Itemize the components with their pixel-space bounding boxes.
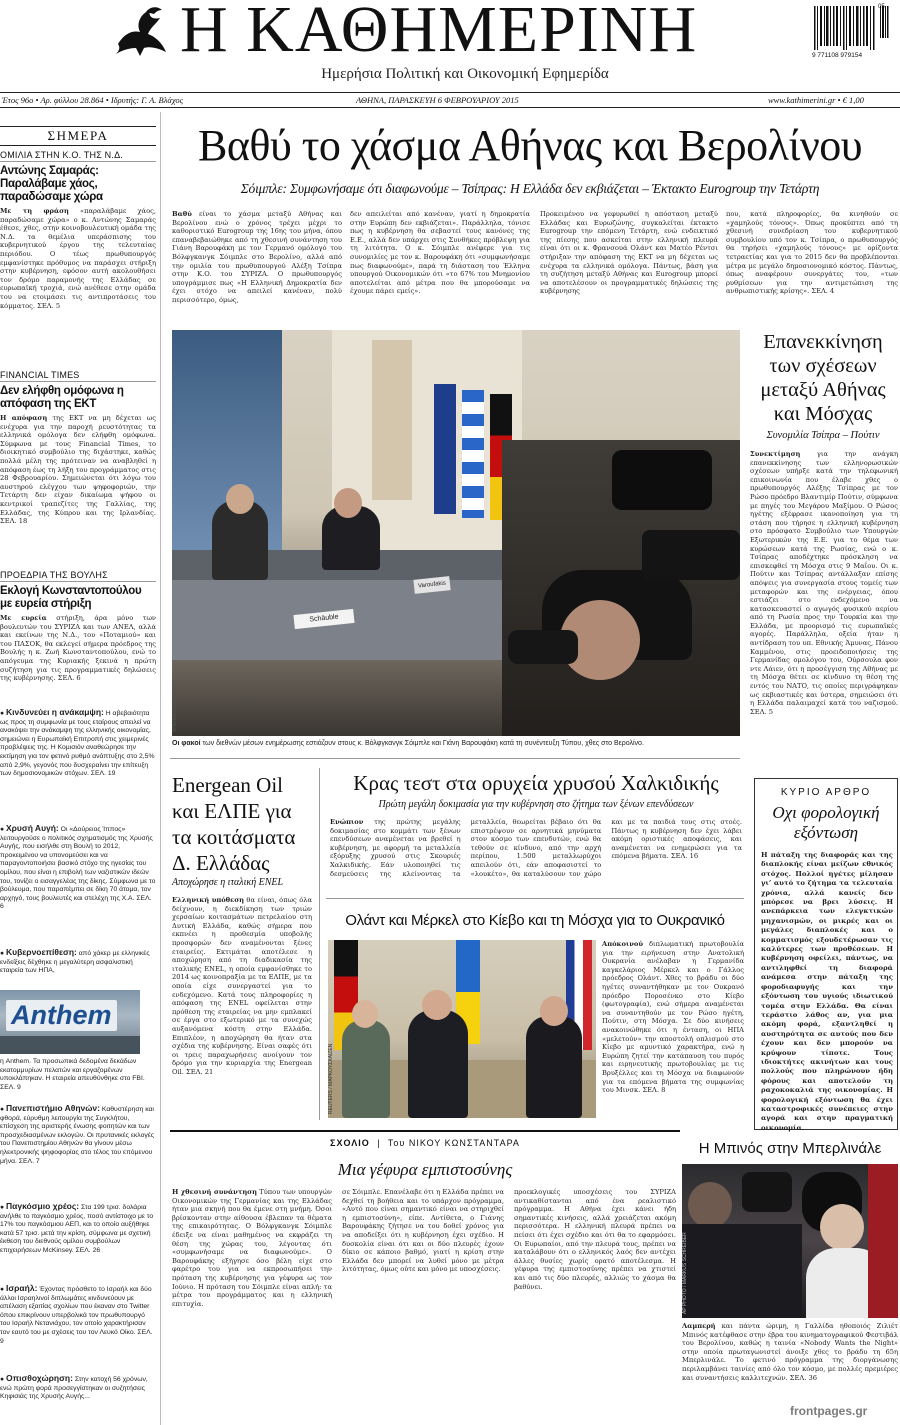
energean-body: Ελληνική υπόθεση θα είναι, όπως όλα δείχνουν, η διεκδίκηση των τριών χερσαίων κοιτασμάτων πετρελαίου στη Δυτική Ελλάδα, καθώς σήμερα που εκπνέει η προθεσμία υποβολής προσφορών δεν αναμένονται ξένες εταιρείες. Εκτιμάται αποτέλεσε η αποχώρηση από τη διαδικασία της ιταλικής ENEL, η οποία εμφανίσθηκε το 2014 ως κοινοπραξία με τα ΕΛΠΕ, με τα οποία είχε συνεργαστεί για το ενδεχόμενο. Κατά τους πληροφορίες η απόφαση της ENEL οφείλεται στην πρόθεση της εταιρείας να μην εμπλακεί σε έργα στο εξωτερικό με τα συνεχώς αυξανόμενα κόστη στην Ελλάδα. Επιπλέον, η αποχώρηση θα ήταν στα σχέδια της κυβέρνησης. Είναι σαφές ότι οι τρεις παραχωρήσεις ανοίγουν τον δρόμο για την κυριαρχία της Energean Oil. ΣΕΛ. 21 [172, 896, 312, 1076]
sidebar-story: Με ευρεία στήριξη, άρα μόνο των βουλευτών του ΣΥΡΙΖΑ και των ΑΝΕΛ, αλλά και εκείνων της Ν.Δ., του «Ποταμιού» και του ΠΑΣΟΚ, θα εκλεγεί σήμερα πρόεδρος της Βουλής η κ. Ζωή Κωνσταντοπούλου, ενώ το απόγευμα της Κυριακής ξεκινά η πρώτη συζήτηση για τις προγραμματικές δηλώσεις της κυβέρνησης. ΣΕΛ. 6 [0, 614, 156, 683]
anthem-sign: Anthem [6, 1000, 117, 1031]
masthead [0, 0, 900, 108]
photo-credit: AP PHOTO / MARKUS SCHREIBER [682, 1232, 688, 1314]
commentary-col3: προεκλογικές υποσχέσεις του ΣΥΡΙΖΑ αντικαθίστανται από ένα ρεαλιστικό πρόγραμμα. Η Αθήνα έχει κάνει ήδη σημαντικές κινήσεις, αλλά χρειάζεται ακόμη περισσότερα. Η ελληνική πλευρά πρέπει να πείσει ότι έχει σχέδιο και ότι θα το εφαρμόσει. Οι Ευρωπαίοι, από την πλευρά τους, πρέπει να καταλάβουν ότι ο ελληνικός λαός δεν αντέχει άλλες θυσίες χωρίς ορατό αποτέλεσμα. Η γέφυρα της εμπιστοσύνης πρέπει να χτιστεί και από τις δύο πλευρές, αλλιώς το χάσμα θα βαθύνει. [514, 1188, 676, 1291]
section-label: FINANCIAL TIMES [0, 370, 156, 382]
main-body-col3: Προκειμένου να γεφυρωθεί η απόσταση μεταξύ Ελλάδας και Ευρωζώνης, συγκαλείται έκτακτο Eurogroup την επόμενη Τετάρτη, ενώ ενδεικτικό της πίεσης που ασκείται στην ελληνική πλευρά είναι ότι οι κ. Φρανσουά Ολάντ και Ματέο Ρέντσι στήριξαν την απόφαση της ΕΚΤ να μη δέχεται ως ενέχυρα τα ελληνικά ομόλογα. Πάντως, βάση για τη συζήτηση μεταξύ Αθήνας και Eurogroup μπορεί να αποτελέσουν οι προγραμματικές δηλώσεις της κυβέρνησης [540, 210, 718, 296]
brief-item: ● Κυβερνοεπίθεση: από χάκερ με ελληνικές ενδείξεις δέχθηκε η μεγαλύτερη ασφαλιστική εταιρεία των ΗΠΑ, [0, 947, 150, 975]
brief-item: ● Οπισθοχώρηση: Στην κατοχή 56 χρόνων, ενώ πρώτη φορά προσεγγίστηκαν οι συζητήσεις Κηφισιάς της Χρυσής Αυγής... [0, 1373, 148, 1401]
name-tag-varoufakis: Varoufakis [413, 576, 450, 594]
editorial-body: Η πάταξη της διαφοράς και της διαπλοκής είναι μείζων εθνικός στόχος. Πολλοί ηγέτες μίλησαν γι’ αυτό το ζήτημα τα τελευταία χρόνια, αλλά κανείς δεν μπόρεσε να βρει λύσεις. Η ανεπάρκεια των ελεγκτικών μηχανισμών, οι μικρές και οι μεγάλες διαπλοκές και ο κομματισμός εξουδετέρωσαν τις καλύτερες των προθέσεων. Η κυβέρνηση οφείλει, πάντως, να αντιληφθεί τη διαφορά ανάμεσα στην πάταξη της φοροδιαφυγής και την εξόντωση του υγιούς ιδιωτικού τομέα στην Ελλάδα. Θα είναι τεράστιο λάθος αν, για μια ακόμη φορά, εξαντληθεί η αυστηρότητα σε αυτούς που δεν έχουν και δεν μπορούν να κρύψουν τίποτε. Τους ιδιοκτήτες ακινήτων και τους πολλούς που πληρώνουν ήδη φόρους και αποτελούν τη ραχοκοκαλιά της οικονομίας. Η φορολογική εξόντωση θα έχει καταστροφικές συνέπειες στην αγορά και στην πραγματική οικονομία. [761, 851, 893, 1132]
main-photo [172, 330, 740, 736]
ukraine-photo [328, 940, 596, 1118]
section-label: ΠΡΟΕΔΡΙΑ ΤΗΣ ΒΟΥΛΗΣ [0, 570, 156, 582]
berlinale-body: Λαμπερή και πάντα ώριμη, η Γαλλίδα ηθοποιός Ζιλιέτ Μπινός κατέφθασε στην έβρα του κινηματογραφικού Φεστιβάλ του Βερολίνου, καθώς η ταινία «Nobody Wants the Night» στην οποία πρωταγωνιστεί άνοιξε χθες το βράδυ τη 65η Μπερλινάλε. Το φετινό πρόγραμμα της διοργάνωσης περιλαμβάνει ταινίες από όλο τον κόσμο, με πολλές πρεμιέρες και συναντήσεις καλλιτεχνών. ΣΕΛ. 36 [682, 1322, 898, 1382]
site-and-price: www.kathimerini.gr • € 1,00 [768, 95, 864, 105]
sidebar-headline[interactable]: Εκλογή Κωνσταντοπούλου με ευρεία στήριξη [0, 585, 142, 610]
brief-item: ● Κινδυνεύει η ανάκαμψη: Η αβεβαιότητα ως προς τη συμφωνία με τους εταίρους απειλεί να ανακόψει την ανάκαμψη της ελληνικής οικονομίας, σημειώνει η Ευρωπαϊκή Επιτροπή στις χειμερινές προβλέψεις της. Η Κομισιόν αναθεώρησε την εκτίμηση για τον φετινό ρυθμό ανάπτυξης στο 2,5% από 2,9%, γεγονός που δυσχεραίνει την επίτευξη των δημοσιονομικών στόχων. ΣΕΛ. 19 [0, 707, 155, 778]
russia-deck: Συνομιλία Τσίπρα – Πούτιν [766, 430, 880, 441]
commentary-byline: ΣΧΟΛΙΟ | Του ΝΙΚΟΥ ΚΩΝΣΤΑΝΤΑΡΑ [330, 1138, 520, 1148]
barcode [812, 6, 890, 64]
commentary-col2: σε Σόιμπλε. Επανέλαβε ότι η Ελλάδα πρέπει να δεχθεί τη βοήθεια και το υπάρχον πρόγραμμα, «Αυτό που είναι σημαντικό είναι να στηριχθεί η εμπιστοσύνη», είπε. Αντίθετα, ο Γιάνης Βαρουφάκης ζήτησε να του δοθεί χρόνος για να αποδείξει ότι η κυβέρνηση έχει σχέδιο. Η δυσκολία είναι ότι και οι δύο πλευρές έχουν δίκιο σε κάποιο βαθμό, γιατί η κρίση στην Ελλάδα δεν μπορεί να λυθεί μόνο με μέτρα λιτότητας, όμως ούτε και μόνο με υποσχέσεις. [342, 1188, 504, 1274]
commentary-author: Του ΝΙΚΟΥ ΚΩΝΣΤΑΝΤΑΡΑ [387, 1138, 520, 1148]
berlinale-photo [682, 1164, 898, 1318]
russia-headline[interactable]: Επανεκκίνηση των σχέσεων μεταξύ Αθήνας και Μόσχας [760, 331, 886, 425]
name-tag-schauble: Schäuble [293, 609, 354, 629]
editorial-label: ΚΥΡΙΟ ΑΡΘΡΟ [780, 787, 872, 798]
brief-item: ● Παγκόσμιο χρέος: Στα 199 τρισ. δολάρια ανήλθε το παγκόσμιο χρέος, ποσό αντίστοιχο με το 17% του παγκόσμιου ΑΕΠ, και το οποίο αυξήθηκε κατά 57 τρισ. μετά την κρίση, σύμφωνα με σχετική έκθεση του διεθνούς ομίλου συμβούλων επιχειρήσεων McKinsey. ΣΕΛ. 26 [0, 1201, 154, 1254]
sidebar-story: Με τη φράση «παραλάβαμε χάος, παραδώσαμε χώρα» ο κ. Αντώνης Σαμαράς έθεσε, χθες, στην κοινοβουλευτική ομάδα της Ν.Δ. τα θεμέλια υπεράσπισης του κυβερνητικού έργου της τελευταίας περιόδου. Ο τέως πρωθυπουργός εμφανίστηκε πρόθυμος να παράσχει στήριξη στην κυβέρνηση, εφόσον αυτή ακολουθήσει τον δρόμο παραμονής της Ελλάδας σε ευρωπαϊκή τροχιά, ενώ ανέθεσε στην ομάδα του να ετοιμάσει τις αντιπροτάσεις του κόμματος. ΣΕΛ. 5 [0, 207, 156, 310]
today-label: ΣΗΜΕΡΑ [0, 126, 156, 146]
russia-body: Συνεκτίμηση για την ανάγκη επανεκκίνησης των ελληνορωσικών σχέσεων υπήρξε κατά την τηλεφωνική επικοινωνία που έλαβε χθες ο πρωθυπουργός Αλέξης Τσίπρας με τον Ρώσο πρόεδρο Βλαντιμίρ Πούτιν, σύμφωνα με πηγές του Μεγάρου Μαξίμου. Ο Ρώσος ηγέτης εξέφρασε ικανοποίηση για τη στάση που τήρησε η ελληνική κυβέρνηση στο πρόσφατο Συμβούλιο των Υπουργών Εξωτερικών της Ε.Ε. για το θέμα των κυρώσεων κατά της Ρωσίας, ενώ ο κ. Τσίπρας αποδέχτηκε πρόσκληση να επισκεφθεί τη Μόσχα στις 9 Μαΐου. Οι κ. Πούτιν και Τσίπρας αντάλλαξαν επίσης απόψεις για συνεργασία στους τομείς των μεταφορών και της ενέργειας, όπου εστιάζει στο ενδεχόμενο να κατασκευαστεί ο αγωγός φυσικού αερίου από τη Ρωσία προς την Τουρκία και την Ελλάδα, με προορισμό τις ευρωπαϊκές αγορές. Παράλληλα, οξεία ήταν η αντίδραση του υπ. Εθνικής Άμυνας, Πάνου Καμμένου, στις προειδοποιήσεις της Γερμανίδας ομολόγου του, Ούρσουλα φον ντε Λάιεν, ότι η προσέγγιση της Αθήνας με τη Μόσχα θέτει σε κίνδυνο τη θέση της εντός του ΝΑΤΟ, τις οποίες περιγράφηκαν ως εκβιαστικές και ύστερα, σημειώσει ότι η Ελλάδα παλαιμαχεί κατά του ναζισμού. ΣΕΛ. 5 [750, 450, 898, 716]
main-deck: Σόιμπλε: Συμφωνήσαμε ότι διαφωνούμε – Τσίπρας: Η Ελλάδα δεν εκβιάζεται – Έκτακτο Eurogroup την Τετάρτη [240, 181, 820, 196]
commentary-label: ΣΧΟΛΙΟ [330, 1138, 370, 1148]
newspaper-subtitle: Ημερήσια Πολιτική και Οικονομική Εφημερίδα [321, 66, 609, 82]
logo-bird-icon [110, 4, 172, 60]
chalkidiki-body: Ενώπιον της πρώτης μεγάλης δοκιμασίας στο κομμάτι των ξένων επενδύσεων αναμένεται να βρεθεί η κυβέρνηση, με αφορμή τα μεταλλεία εξόρυξης χρυσού στις Σκουριές Χαλκιδικής. Εάν υλοποιηθεί τις δεσμεύσεις της κλείνοντας τα μεταλλεία, θεωρείται βέβαιο ότι θα επιστρέψουν σε αρνητικά μηνύματα στον κόσμο των επενδυτών, ενώ θα τεθούν σε κίνδυνο, από την αρχή περίπου, 1.500 μεταλλωρύχοι απειλούν ότι, εάν αποφασιστεί το «λουκέτο», θα καταλύσουν τον χώρο και με τα παιδιά τους στις στοές. Πάντως η κυβέρνηση δεν έχει λάβει ακόμη οριστικές αποφάσεις, και αναμένεται να ενημερώσει για τα επόμενα βήματα. ΣΕΛ. 16 [330, 818, 742, 878]
issue-info: Έτος 96ο • Αρ. φύλλου 28.864 • Ιδρυτής: Γ. Α. Βλάχος [2, 95, 184, 105]
energean-headline[interactable]: Energean Oil και ΕΛΠΕ για τα κοιτάσματα Δ. Ελλάδας [172, 773, 296, 875]
sidebar-headline[interactable]: Αντώνης Σαμαράς: Παραλάβαμε χάος, παραδώσαμε χώρα [0, 165, 103, 203]
editorial-headline[interactable]: Οχι φορολογική εξόντωση [772, 803, 880, 842]
main-body-col1: Βαθύ είναι το χάσμα μεταξύ Αθήνας και Βερολίνου ενώ ο χρόνος τρέχει μέχρι το καθοριστικό Eurogroup της 16ης του μήνα, όπου επαναβεβαιώθηκε από τη χθεσινή συνάντηση του Γιάνη Βαρουφάκη με τον Γερμανό ομόλογό του Βόλφγκανγκ Σόιμπλε στο Βερολίνο, αλλά από την ομιλία του πρωθυπουργού Αλέξη Τσίπρα στην Κ.Ο. του ΣΥΡΙΖΑ. Ο πρωθυπουργός υπογράμμισε πως «Η Ελληνική Δημοκρατία δεν έχει στόχο να απειλεί κανέναν, πολύ περισσότερο, όμως, [172, 210, 342, 304]
sidebar [0, 110, 156, 1425]
barcode-issue: 05 [878, 4, 885, 10]
main-photo-caption: Οι φακοί των διεθνών μέσων ενημέρωσης εστιάζουν στους κ. Βόλφγκανγκ Σόιμπλε και Γιάνη Βαρουφάκη κατά τη συνέντευξη Τύπου, χθες στο Βερολίνο. [172, 740, 644, 747]
brief-item-cont: η Anthem. Τα προσωπικά δεδομένα δεκάδων εκατομμυρίων πελατών και εργαζομένων υποκλάπηκαν. Η εταιρεία απευθύνθηκε στο FBI. ΣΕΛ. 9 [0, 1058, 145, 1091]
editorial-box [754, 778, 898, 1130]
chalkidiki-headline[interactable]: Κρας τεστ στα ορυχεία χρυσού Χαλκιδικής [353, 771, 719, 795]
ukraine-headline[interactable]: Ολάντ και Μέρκελ στο Κίεβο και τη Μόσχα για το Ουκρανικό [345, 912, 725, 929]
newspaper-title: Η ΚΑΘΗΜΕΡΙΝΗ [180, 0, 698, 66]
commentary-col1: Η χθεσινή συνάντηση Τύπου των υπουργών Οικονομικών της Γερμανίας και της Ελλάδας ήταν μια σκηνή που θα έμενε στη μνήμη. Όσοι βρίσκονταν στην αίθουσα έβλεπαν τα θέματα της επικαιρότητας. Ο Βόλφγκανγκ Σόιμπλε έδειξε να είναι μαθημένος να εκφράζει τη θέση της χώρας του, λέγοντας ότι «συμφωνήσαμε να διαφωνούμε». Ο Βαρουφάκης εξήγησε όσο βέλη είχε στο φαρέτρο του για να εκπροσωπήσει την πρόταση της κυβέρνησης για γέφυρα ως τον Ιούνιο. Η πρόταση του Σόιμπλε είναι απλή: τα μέτρα του προγράμματος και η ελληνική επιτυχία. [172, 1188, 332, 1308]
chalkidiki-deck: Πρώτη μεγάλη δοκιμασία για την κυβέρνηση στο ζήτημα των ξένων επενδύσεων [378, 799, 694, 810]
main-headline[interactable]: Βαθύ το χάσμα Αθήνας και Βερολίνου [197, 121, 863, 170]
energean-deck: Αποχώρησε η ιταλική ENEL [172, 877, 284, 888]
main-body-col4: που, κατά πληροφορίες, θα κινηθούν σε «χαμηλούς τόνους». Όπως προκύπτει από τη χθεσινή συνεδρίαση του κυβερνητικού συμβουλίου υπό τον κ. Τσίπρα, ο πρωθυπουργός θα τηρήσει «χαμηλούς τόνους» με ορίζοντα τετραετίας και για το 2015 δεν θα προβλέπονται μέτρα με μεγάλο δημοσιονομικό κόστος. Πάντως, όπως αναφέρουν συνεργάτες του, «των ρυθμίσεων για την αντιμετώπιση της ανθρωπιστικής κρίσης». ΣΕΛ. 4 [726, 210, 898, 296]
source-watermark: frontpages.gr [790, 1404, 868, 1418]
section-label: ΟΜΙΛΙΑ ΣΤΗΝ Κ.Ο. ΤΗΣ Ν.Δ. [0, 150, 156, 162]
brief-item: ● Πανεπιστήμιο Αθηνών: Καθυστέρηση και φθορά, εύρυθμη λειτουργία της Συγκλήτου, επίσχεση της αριστερής ένωσης φοιτητών και των προσχεδιασμένων εκλογών. Οι πρυτανικές εκλογές του Πανεπιστημίου Αθηνών θα γίνουν μέσω ηλεκτρονικής ψηφοφορίας στο τέλος του επόμενου μήνα. ΣΕΛ. 7 [0, 1103, 155, 1165]
berlinale-headline[interactable]: Η Μπινός στην Μπερλινάλε [698, 1140, 882, 1157]
brief-item: ● Χρυσή Αυγή: Οι «Δούρειος Ίππος» λειτουργούσε ο πολιτικός σχηματισμός της Χρυσής Αυγής, που εισήλθε στη Βουλή το 2012, προκειμένου να υπονομεύσει και να παραγοντοποιήσει βασικό στόχο της ηγεσίας του ομίλου, που είναι η επιβολή των ναζιστικών ιδεών του, τονίζει ο εισαγγελέας της δίκης. Σύμφωνα με το βούλευμα, που παραπέμπει σε δίκη 70 άτομα, τον αρχηγό, τους βουλευτές και στελέχη της Χ.Α. ΣΕΛ. 6 [0, 823, 156, 911]
photo-credit: ΑΠΕ/ΦΩΤΟ/ΟΡΕΣΤΗΣ [172, 680, 178, 732]
sidebar-story: Η απόφαση της ΕΚΤ να μη δέχεται ως ενέχυρα για την παροχή ρευστότητας τα ελληνικά ομόλογα δεν ελήφθη ομόφωνα. Σύμφωνα με τους Financial Times, το διοικητικό συμβούλιο της διχάστηκε, καθώς πολλά μέλη της πρότειναν να αναβληθεί η απόφαση έως τη λήξη του προγράμματος στις 28 Φεβρουαρίου. Σημειώνεται ότι λόγω του αυστηρού ελέγχου των ψηφοφοριών, την Τετάρτη δεν είχαν δικαίωμα ψήφου οι κεντρικοί τραπεζίτες της Γαλλίας, της Ελλάδας, της Κύπρου και της Ιρλανδίας. ΣΕΛ. 18 [0, 414, 156, 526]
barcode-number: 9 771108 979154 [812, 52, 863, 59]
main-body-col2: δεν απειλείται από κανέναν, γιατί η δημοκρατία στην Ευρώπη δεν εκβιάζεται». Παράλληλα, τόνισε πως η κυβέρνηση θα σεβαστεί τους κανόνες της Ε.Ε., αλλά δεν υπάρχει στις Συνθήκες πρόβλεψη για τη λιτότητα. Ο κ. Σόιμπλε ανέφερε για τις συνομιλίες με τον κ. Βαρουφάκη ότι «συμφωνήσαμε πως διαφωνούμε», παρά τη διάσταση του Έλληνα υπουργού Οικονομικών ότι «το 67% του Μνημονίου αποτελείται από μέτρα που θα μπορούσαμε να έχουμε πάρει εμείς». [350, 210, 530, 296]
ukraine-body: Απόκοινού διπλωματική πρωτοβουλία για την ειρήνευση στην Ανατολική Ουκρανία ανέλαβαν η Γερμανίδα καγκελάριος Μέρκελ και ο Γάλλος πρόεδρος Ολάντ. Χθες το βράδυ οι δύο ηγέτες συναντήθηκαν με τον Ουκρανό πρόεδρο Ποροσένκο στο Κίεβο (φωτογραφία), ενώ σήμερα αναμένεται να συναντηθούν με τον Ρώσο ηγέτη, Πούτιν, στη Μόσχα. Σε δύο κινήσεις ανακοινώθηκε ότι η ένταση, οι ΗΠΑ «μελετούν» την αποστολή οπλισμού στο Κίεβο με αμυντικό χαρακτήρα, ενώ η Ευρώπη ζητεί την κατάπαυση του πυρός και ειρηνευτικής πρωτοβουλίας με τις Βρυξέλλες και τη Μόσχα να διαφωνούν για τα επόμενα βήματα της συμφωνίας του Μινσκ. ΣΕΛ. 8 [602, 940, 744, 1095]
brief-item: ● Ισραήλ: Έχοντας πρόσθετο το Ισραήλ και δύο άλλοι Ισραηλινοί διπλωμάτες κινδυνεύουν με απέλαση εξαιτίας σχολίων που έκαναν στο Twitter όπου επικρίνουν υπερβολικά τον πρωθυπουργό του Ισραήλ Νετανιάχου, τον οποίο χαρακτήρισαν τον εαυτό του με σχέσεις του τον Λευκό Οίκο. ΣΕΛ. 9 [0, 1283, 153, 1345]
photo-credit: REUTERS / ΜΑΡΚΟΥΣΧΑΙΖΕΝ [328, 1043, 334, 1114]
sidebar-headline[interactable]: Δεν ελήφθη ομόφωνα η απόφαση της ΕΚΤ [0, 385, 124, 410]
commentary-headline[interactable]: Μια γέφυρα εμπιστοσύνης [337, 1160, 513, 1179]
anthem-photo [0, 990, 140, 1054]
issue-date: ΑΘΗΝΑ, ΠΑΡΑΣΚΕΥΗ 6 ΦΕΒΡΟΥΑΡΙΟΥ 2015 [356, 95, 519, 105]
